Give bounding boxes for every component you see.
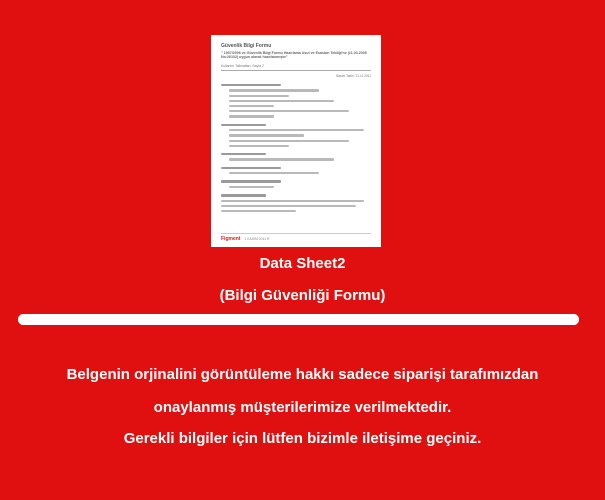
- document-thumbnail: [211, 35, 381, 247]
- thumbnail-date: Basım Tarihi: 21.11.2011: [336, 73, 371, 78]
- notice-line-3: Gerekli bilgiler için lütfen bizimle iletişime geçiniz.: [123, 430, 482, 447]
- thumbnail-title: Güvenlik Bilgi Formu: [221, 43, 272, 49]
- thumbnail-footer: [221, 233, 371, 242]
- progress-bar: [18, 314, 579, 325]
- notice-line-1: Belgenin orjinalini görüntüleme hakkı sadece siparişi tarafımızdan: [66, 366, 539, 383]
- notice-line-2: onaylanmış müşterilerimize verilmektedir.: [153, 399, 452, 416]
- progress-fill: [18, 314, 579, 325]
- thumbnail-meta: Kullanım Talimatları, Sayfa 2: [221, 64, 371, 71]
- thumbnail-body-lines: [221, 84, 371, 213]
- thumbnail-subtitle: " 1907/2006 ve Güvenlik Bilgi Formu Hazırlama Usul ve Esasları Tebliği'ne (11.03.2005 No:26102) uygun olarak hazırlanmıştır": [221, 51, 367, 60]
- thumbnail-footer-text: 1 KASIM 2011 R: [244, 237, 270, 241]
- document-name: Data Sheet2: [259, 255, 346, 272]
- thumbnail-logo: Figment: [221, 236, 241, 242]
- document-subtitle: (Bilgi Güvenliği Formu): [219, 287, 386, 304]
